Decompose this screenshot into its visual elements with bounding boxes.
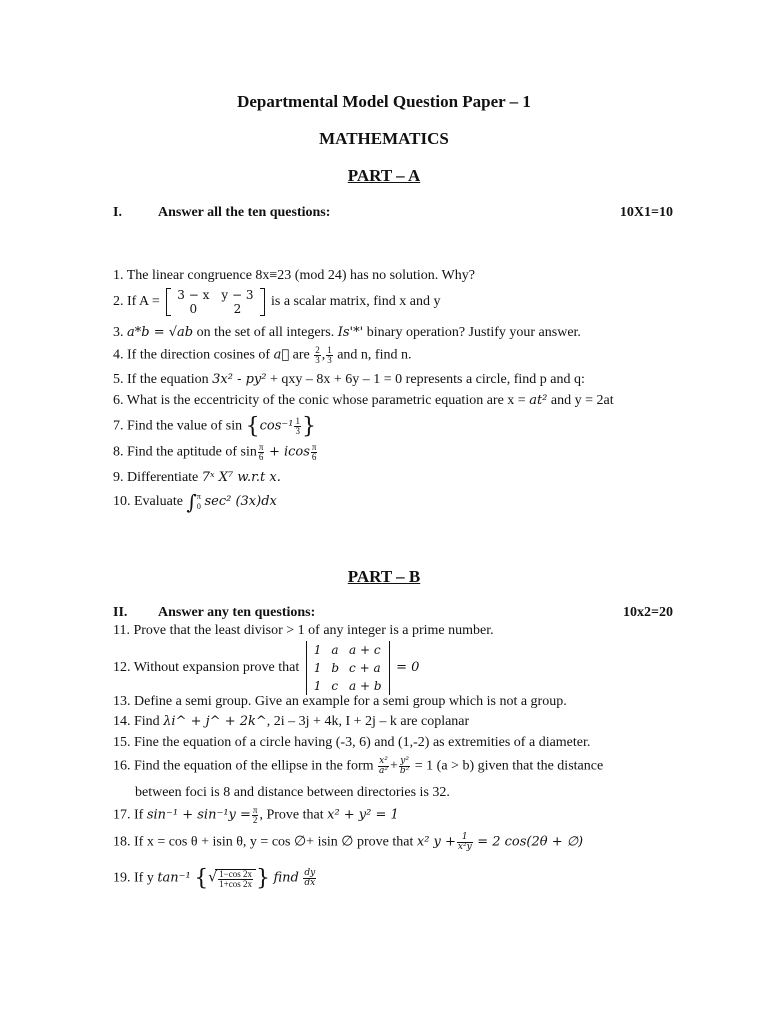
question-17: 17. If sin⁻¹ + sin⁻¹y = $\frac{\pi}{2}$ , Prove that x² + y² = 1	[113, 805, 399, 825]
instruction-text: Answer all the ten questions:	[158, 205, 331, 220]
question-2: 2. If A = 3 − x y − 3 0 2 is a scalar matrix, find x and y	[113, 288, 441, 316]
question-11: 11. Prove that the least divisor > 1 of any integer is a prime number.	[113, 623, 494, 638]
question-10: 10. Evaluate ∫ π 0 sec² (3x)dx	[113, 490, 277, 514]
marks-scheme: 10X1=10	[619, 205, 673, 220]
question-18: 18. If x = cos θ + isin θ, y = cos ∅+ isin ∅ prove that x² y + $\frac{1}{\text{x²y}}$ = 2 cos(2θ + ∅)	[113, 832, 584, 852]
question-7: 7. Find the value of sin {cos⁻¹ $\frac{1}{3}$ }	[113, 414, 316, 439]
section-number: II.	[113, 605, 128, 620]
part-b-heading: PART – B	[347, 567, 421, 586]
section-number: I.	[113, 205, 122, 220]
question-1: 1. The linear congruence 8x≡23 (mod 24) has no solution. Why?	[113, 268, 475, 283]
marks-scheme: 10x2=20	[623, 605, 673, 620]
question-6: 6. What is the eccentricity of the conic whose parametric equation are x = at² and y = 2at	[113, 393, 614, 408]
determinant: 1 a a + c 1 b c + a 1 c a + b	[306, 641, 390, 695]
question-5: 5. If the equation 3x² - py² + qxy – 8x + 6y – 1 = 0 represents a circle, find p and q:	[113, 372, 585, 387]
question-3: 3. a*b = √ab on the set of all integers. Is'*' binary operation? Justify your answer.	[113, 325, 581, 340]
instruction-text: Answer any ten questions:	[158, 605, 316, 620]
question-14: 14. Find λi^ + j^ + 2k^, 2i – 3j + 4k, I + 2j – k are coplanar	[113, 714, 470, 729]
question-13: 13. Define a semi group. Give an example for a semi group which is not a group.	[113, 694, 567, 709]
part-a-heading: PART – A	[347, 166, 421, 185]
question-15: 15. Fine the equation of a circle having (-3, 6) and (1,-2) as extremities of a diameter.	[113, 735, 591, 750]
matrix-a: 3 − x y − 3 0 2	[166, 288, 264, 316]
question-8: 8. Find the aptitude of sin $\frac{\pi}{6}$ + icos $\frac{\pi}{6}$	[113, 442, 317, 462]
subject-title: MATHEMATICS	[319, 129, 449, 148]
question-12: 12. Without expansion prove that 1 a a + c 1 b c + a 1 c a + b = 0	[113, 643, 420, 693]
question-16: 16. Find the equation of the ellipse in the form $\frac{\text{x²}}{\text{a²}}$ + $\frac{\text{y²}}{\text{b²}}$ = 1 (a > b) given that the distance	[113, 756, 604, 776]
question-9: 9. Differentiate 7ˣ X⁷ w.r.t x.	[113, 470, 281, 485]
question-4: 4. If the direction cosines of a⃗ are $\frac{2}{3}$ , $\frac{1}{3}$ and n, find n.	[113, 345, 412, 365]
paper-title: Departmental Model Question Paper – 1	[237, 92, 531, 111]
question-16-continued: between foci is 8 and distance between directories is 32.	[135, 785, 450, 800]
question-19: 19. If y tan⁻¹ {√ $\frac{1-\cos 2x}{1+\cos 2x}$ } find $\frac{dy}{dx}$	[113, 866, 316, 891]
